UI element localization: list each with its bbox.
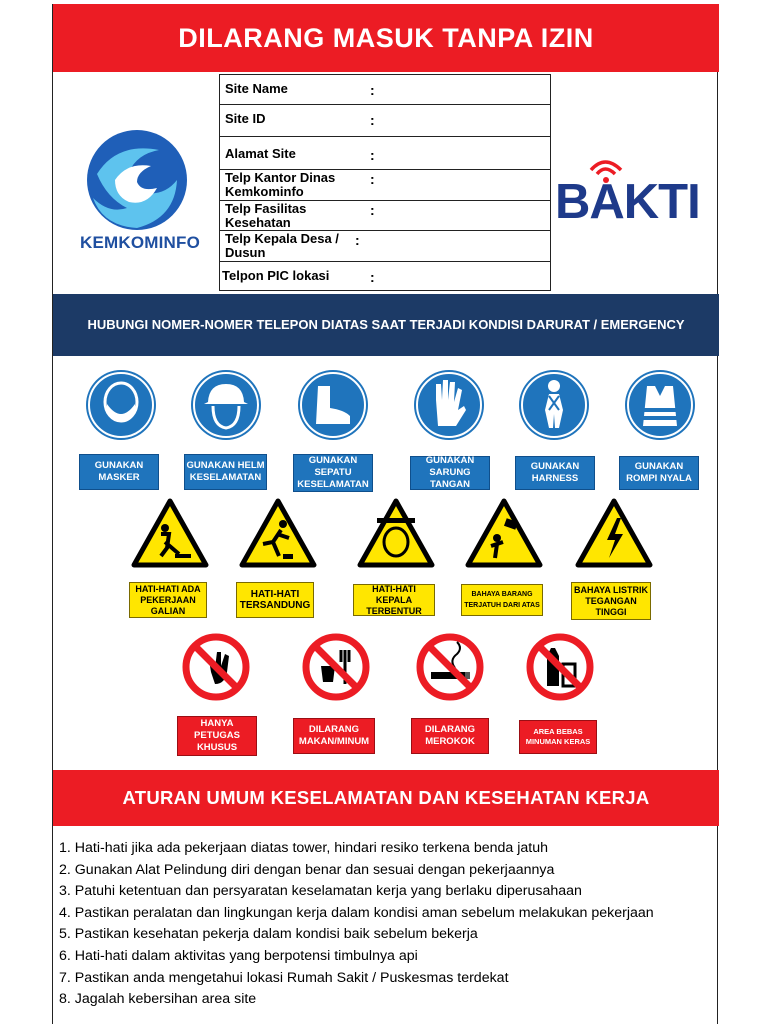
info-label: Telpon PIC lokasi <box>222 268 330 283</box>
warning-label: BAHAYA LISTRIK TEGANGAN TINGGI <box>571 582 651 620</box>
info-colon: : <box>370 112 375 128</box>
prohibition-label: DILARANG MEROKOK <box>411 718 489 754</box>
rule-item: 1. Hati-hati jika ada pekerjaan diatas tower, hindari resiko terkena benda jatuh <box>59 840 548 856</box>
info-colon: : <box>370 82 375 98</box>
warning-label: HATI-HATI ADA PEKERJAAN GALIAN <box>129 582 207 618</box>
emergency-text: HUBUNGI NOMER-NOMER TELEPON DIATAS SAAT TERJADI KONDISI DARURAT / EMERGENCY <box>87 317 685 332</box>
header-banner <box>53 4 719 72</box>
info-colon: : <box>370 269 375 285</box>
info-row-pic <box>219 262 551 291</box>
ppe-label: GUNAKAN MASKER <box>79 454 159 490</box>
info-colon: : <box>355 232 360 248</box>
excavation-warning-icon <box>131 498 209 568</box>
rule-item: 2. Gunakan Alat Pelindung diri dengan benar dan sesuai dengan pekerjaannya <box>59 861 555 878</box>
no-eating-icon <box>301 632 371 702</box>
ppe-label: GUNAKAN SARUNG TANGAN <box>410 456 490 490</box>
ppe-label: GUNAKAN HELM KESELAMATAN <box>184 454 267 490</box>
safety-signboard <box>52 4 718 1024</box>
glove-icon <box>414 370 484 440</box>
falling-object-warning-icon <box>465 498 543 568</box>
kemkominfo-logo-text: KEMKOMINFO <box>79 233 201 252</box>
ppe-label: GUNAKAN ROMPI NYALA <box>619 456 699 490</box>
rule-item: 6. Hati-hati dalam aktivitas yang berpotensi timbulnya api <box>59 947 418 964</box>
rule-item: 3. Patuhi ketentuan dan persyaratan keselamatan kerja yang berlaku diperusahaan <box>59 883 582 900</box>
rule-item: 7. Pastikan anda mengetahui lokasi Rumah Sakit / Puskesmas terdekat <box>59 969 509 986</box>
warning-label: HATI-HATI KEPALA TERBENTUR <box>353 584 435 616</box>
no-smoking-icon <box>415 632 485 702</box>
site-info-table <box>219 74 551 291</box>
ppe-label: GUNAKAN SEPATU KESELAMATAN <box>293 454 373 492</box>
info-label: Telp Fasilitas Kesehatan <box>225 201 307 230</box>
info-label: Telp Kepala Desa / Dusun <box>225 231 339 260</box>
head-bump-warning-icon <box>357 498 435 568</box>
rule-item: 8. Jagalah kebersihan area site <box>59 991 257 1008</box>
rule-item: 4. Pastikan peralatan dan lingkungan kerja dalam kondisi aman sebelum melakukan pekerjaan <box>59 904 654 921</box>
info-colon: : <box>370 202 375 218</box>
no-alcohol-icon <box>525 632 595 702</box>
info-label: Telp Kantor Dinas Kemkominfo <box>225 170 336 199</box>
vest-icon <box>625 370 695 440</box>
boot-icon <box>298 370 368 440</box>
rules-list <box>59 838 715 1011</box>
info-row-telp-kantor <box>219 170 551 201</box>
rule-item: 5. Pastikan kesehatan pekerja dalam kondisi baik sebelum bekerja <box>59 926 478 943</box>
info-colon: : <box>370 171 375 187</box>
prohibition-label: DILARANG MAKAN/MINUM <box>293 718 375 754</box>
prohibition-label: HANYA PETUGAS KHUSUS <box>177 716 257 756</box>
info-row-site-id <box>219 105 551 137</box>
prohibition-label: AREA BEBAS MINUMAN KERAS <box>519 720 597 754</box>
trip-warning-icon <box>239 498 317 568</box>
warning-label: BAHAYA BARANG TERJATUH DARI ATAS <box>461 584 543 616</box>
info-label: Site ID <box>225 111 266 126</box>
bakti-logo-text: BAKTI <box>555 175 700 229</box>
warning-label: HATI-HATI TERSANDUNG <box>236 582 314 618</box>
info-row-site-name <box>219 74 551 105</box>
mask-icon <box>86 370 156 440</box>
rules-title: ATURAN UMUM KESELAMATAN DAN KESEHATAN KERJA <box>122 787 650 808</box>
helmet-icon <box>191 370 261 440</box>
info-label: Alamat Site <box>225 146 296 161</box>
ppe-label: GUNAKAN HARNESS <box>515 456 595 490</box>
emergency-banner <box>53 294 719 356</box>
info-row-telp-desa <box>219 231 551 262</box>
info-row-telp-faskes <box>219 201 551 231</box>
electric-warning-icon <box>575 498 653 568</box>
harness-icon <box>519 370 589 440</box>
info-label: Site Name <box>225 81 288 96</box>
info-row-alamat <box>219 137 551 170</box>
header-title: DILARANG MASUK TANPA IZIN <box>178 22 594 53</box>
rules-banner <box>53 770 719 826</box>
info-colon: : <box>370 147 375 163</box>
no-entry-hand-icon <box>181 632 251 702</box>
